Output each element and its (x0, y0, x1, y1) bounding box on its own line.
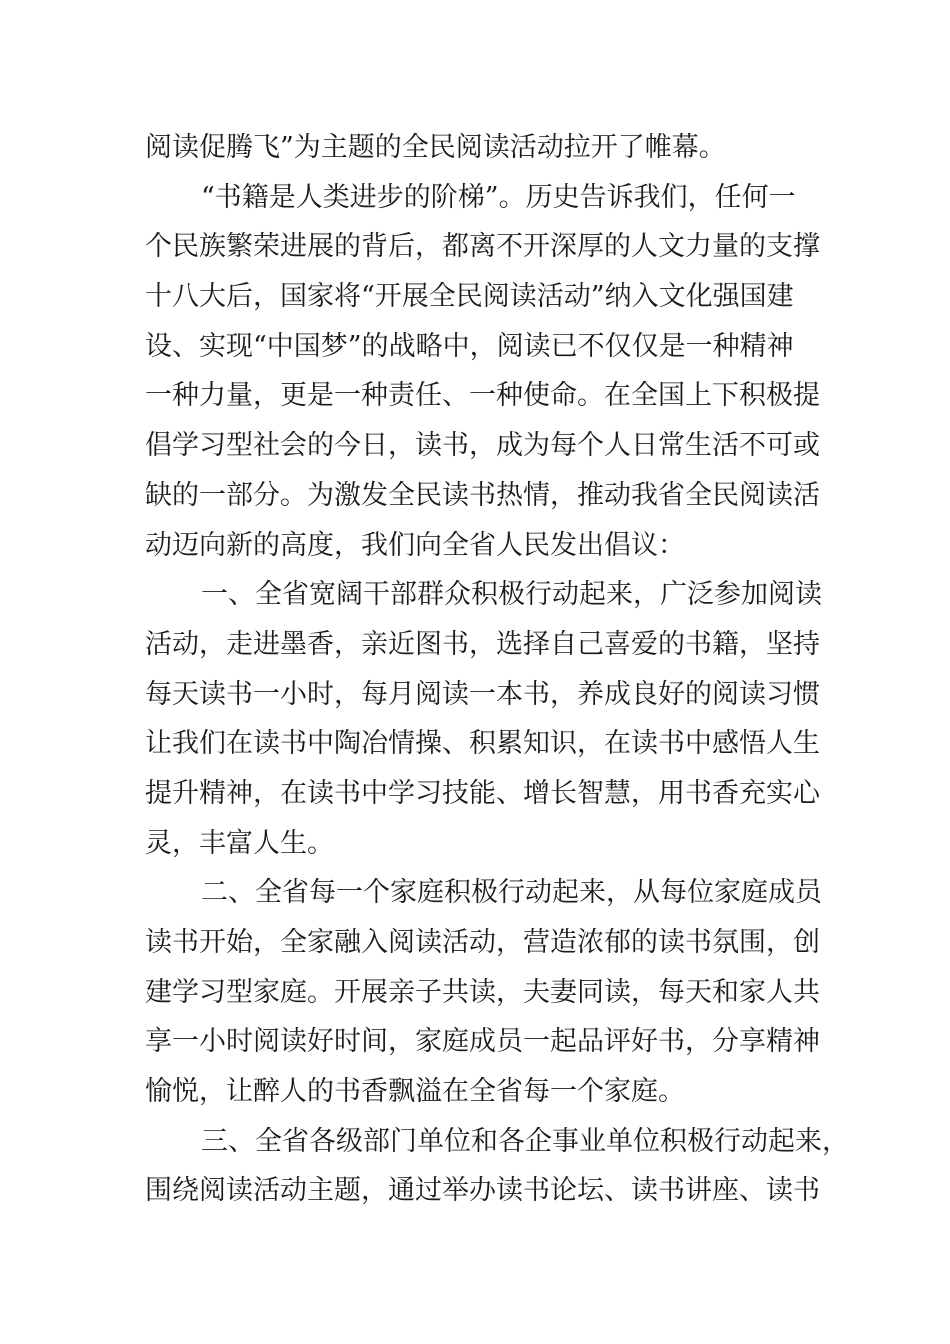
text-line: 动迈向新的高度，我们向全省人民发出倡议： (145, 529, 685, 561)
text-line: “书籍是人类进步的阶梯”。历史告诉我们，任何一 (201, 181, 796, 213)
text-line: 一种力量，更是一种责任、一种使命。在全国上下积极提 (145, 380, 820, 412)
text-line: 一、全省宽阔干部群众积极行动起来，广泛参加阅读 (201, 579, 822, 611)
text-line: 个民族繁荣进展的背后，都离不开深厚的人文力量的支撑 (145, 231, 820, 263)
text-line: 灵，丰富人生。 (145, 827, 334, 859)
text-line: 读书开始，全家融入阅读活动，营造浓郁的读书氛围，创 (145, 927, 820, 958)
text-line: 围绕阅读活动主题，通过举办读书论坛、读书讲座、读书 (145, 1175, 820, 1207)
text-line: 提升精神，在读书中学习技能、增长智慧，用书香充实心 (145, 777, 820, 809)
text-line: 享一小时阅读好时间，家庭成员一起品评好书，分享精神 (145, 1026, 820, 1058)
text-line: 三、全省各级部门单位和各企事业单位积极行动起来， (201, 1125, 849, 1157)
text-line: 活动，走进墨香，亲近图书，选择自己喜爱的书籍，坚持 (145, 628, 820, 660)
text-line: 阅读促腾飞”为主题的全民阅读活动拉开了帷幕。 (145, 132, 726, 163)
text-line: 设、实现“中国梦”的战略中，阅读已不仅仅是一种精神 (145, 330, 794, 362)
text-line: 每天读书一小时，每月阅读一本书，养成良好的阅读习惯 (145, 678, 820, 710)
document-body (145, 123, 849, 1216)
text-line: 建学习型家庭。开展亲子共读，夫妻同读，每天和家人共 (145, 976, 820, 1008)
text-line: 缺的一部分。为激发全民读书热情，推动我省全民阅读活 (145, 479, 820, 511)
text-line: 倡学习型社会的今日，读书，成为每个人日常生活不可或 (145, 430, 820, 462)
text-line: 十八大后，国家将“开展全民阅读活动”纳入文化强国建 (145, 281, 794, 313)
text-line: 愉悦，让醉人的书香飘溢在全省每一个家庭。 (145, 1076, 685, 1108)
text-line: 二、全省每一个家庭积极行动起来，从每位家庭成员 (201, 877, 822, 909)
text-line: 让我们在读书中陶冶情操、积累知识，在读书中感悟人生 (145, 728, 820, 760)
